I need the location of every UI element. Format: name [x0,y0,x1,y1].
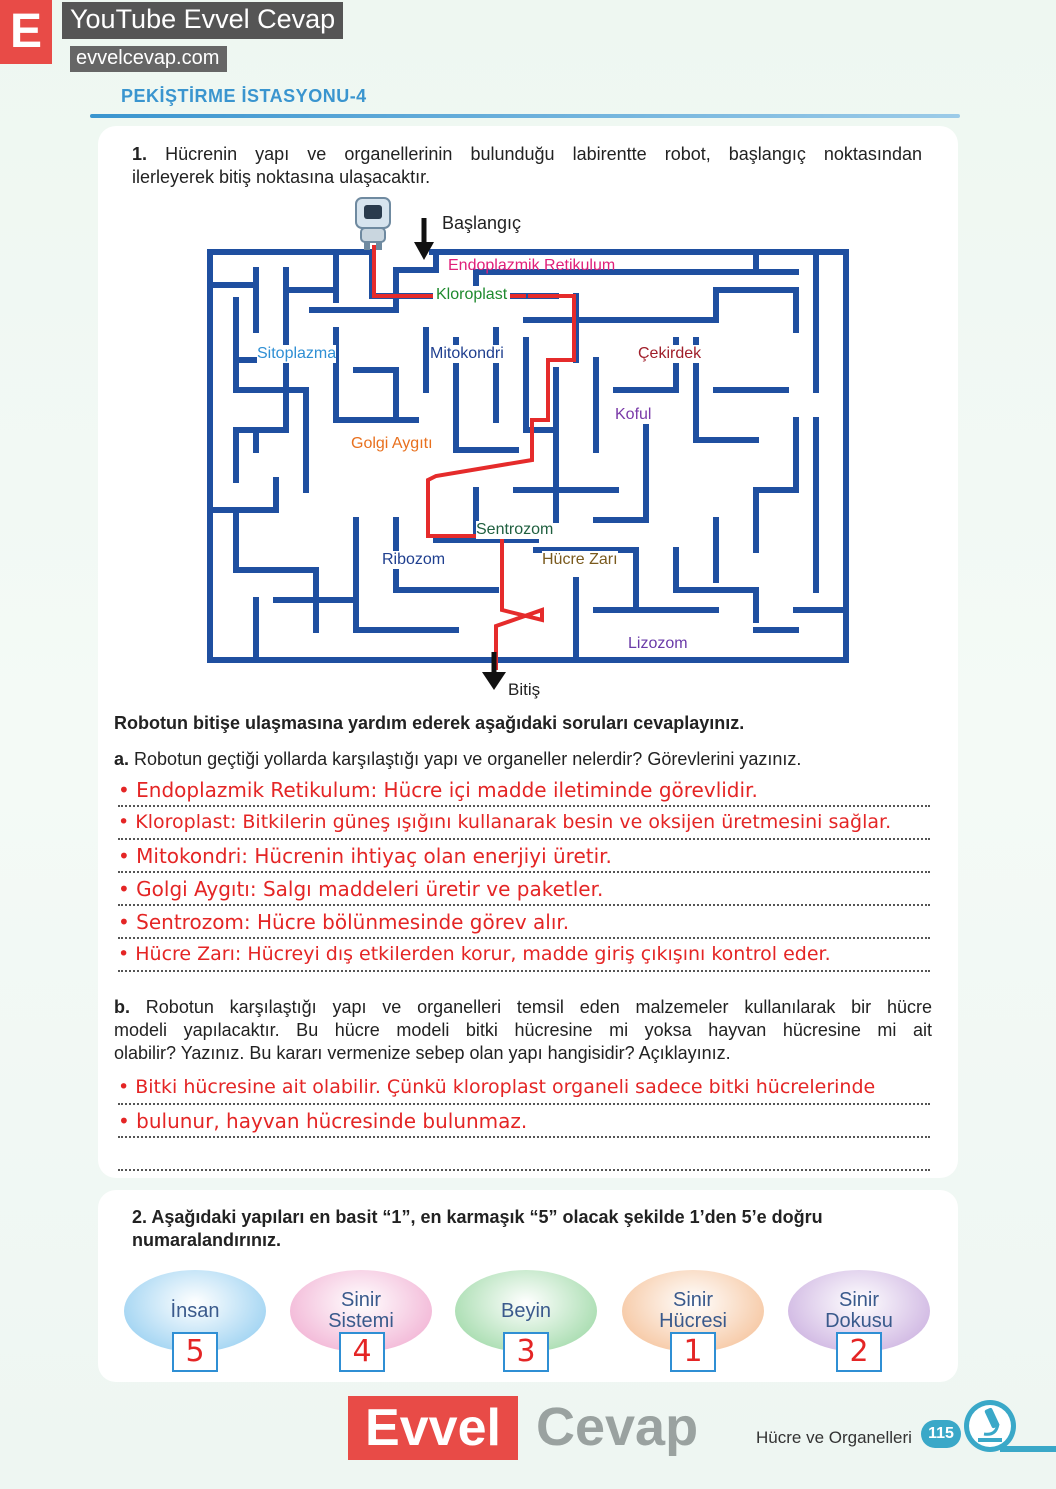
end-label: Bitiş [508,680,541,699]
watermark-url: evvelcevap.com [70,46,227,72]
label-koful: Koful [615,406,652,423]
item-sinir-hucresi: Sinir Hücresi [622,1270,764,1352]
robot-icon [356,198,390,250]
question-b: b. Robotun karşılaştığı yapı ve organelleri temsil eden malzemeler kullanılarak bir hücre modeli yapılacaktır. Bu hücre modeli bitki hücresine mi yoksa hayvan hücresine mi ait olabilir? Yazınız. Bu kararı vermenize sebep olan yapı hangisidir? Açıklayınız. [114,997,932,1063]
question-a: a. Robotun geçtiği yollarda karşılaştığı yapı ve organeller nelerdir? Görevlerini yazınız. [114,749,802,769]
label-sentrozom: Sentrozom [476,521,554,538]
label-endoplazmik-retikulum: Endoplazmik Retikulum [448,257,616,274]
answer-line [118,1145,930,1171]
footer-logo-cevap: Cevap [536,1397,699,1457]
label-mitokondri: Mitokondri [430,345,504,362]
answer-box-insan[interactable]: 5 [172,1332,218,1372]
answer-b-1: • Bitki hücresine ait olabilir. Çünkü kloroplast organeli sadece bitki hücrelerinde [118,1076,876,1098]
answer-box-sinir-dokusu[interactable]: 2 [836,1332,882,1372]
label-lizozom: Lizozom [628,635,688,652]
question1-text: 1. Hücrenin yapı ve organellerinin bulunduğu labirentte robot, başlangıç noktasından ilerleyerek bitiş noktasına ulaşacaktır. [132,144,922,187]
logo-letter: E [9,5,42,58]
answer-a-3: • Mitokondri: Hücrenin ihtiyaç olan enerjiyi üretir. [118,844,612,868]
instruction-text: Robotun bitişe ulaşmasına yardım ederek aşağıdaki soruları cevaplayınız. [114,713,745,733]
footer-logo-evvel: Evvel [348,1396,518,1460]
answer-box-beyin[interactable]: 3 [503,1332,549,1372]
answer-a-6: • Hücre Zarı: Hücreyi dış etkilerden korur, madde giriş çıkışını kontrol eder. [118,943,831,965]
item-beyin: Beyin [455,1270,597,1352]
label-golgi: Golgi Aygıtı [351,435,433,452]
watermark-title: YouTube Evvel Cevap [62,2,343,39]
section-divider [90,114,960,118]
question2-text: 2. Aşağıdaki yapıları en basit “1”, en karmaşık “5” olacak şekilde 1’den 5’e doğru numaralandırınız. [132,1207,823,1250]
answer-b-2: • bulunur, hayvan hücresinde bulunmaz. [118,1109,528,1133]
answer-a-4: • Golgi Aygıtı: Salgı maddeleri üretir ve paketler. [118,877,604,901]
label-cekirdek: Çekirdek [638,345,702,362]
label-ribozom: Ribozom [382,551,446,568]
answer-box-sinir-sistemi[interactable]: 4 [339,1332,385,1372]
page-number: 115 [921,1420,961,1448]
start-label: Başlangıç [442,213,522,233]
answer-a-1: • Endoplazmik Retikulum: Hücre içi madde iletiminde görevlidir. [118,778,758,802]
answer-a-2: • Kloroplast: Bitkilerin güneş ışığını kullanarak besin ve oksijen üretmesini sağlar. [118,811,892,833]
unit-title: Hücre ve Organelleri [756,1428,912,1447]
item-sinir-dokusu: Sinir Dokusu [788,1270,930,1352]
label-hucre-zari: Hücre Zarı [542,551,618,568]
item-insan: İnsan [124,1270,266,1352]
item-sinir-sistemi: Sinir Sistemi [290,1270,432,1352]
answer-a-5: • Sentrozom: Hücre bölünmesinde görev alır. [118,910,570,934]
answer-box-sinir-hucresi[interactable]: 1 [670,1332,716,1372]
footer-accent-bar [1000,1446,1056,1452]
section-title: PEKİŞTİRME İSTASYONU-4 [121,86,367,106]
label-sitoplazma: Sitoplazma [257,345,337,362]
label-kloroplast: Kloroplast [433,286,510,304]
